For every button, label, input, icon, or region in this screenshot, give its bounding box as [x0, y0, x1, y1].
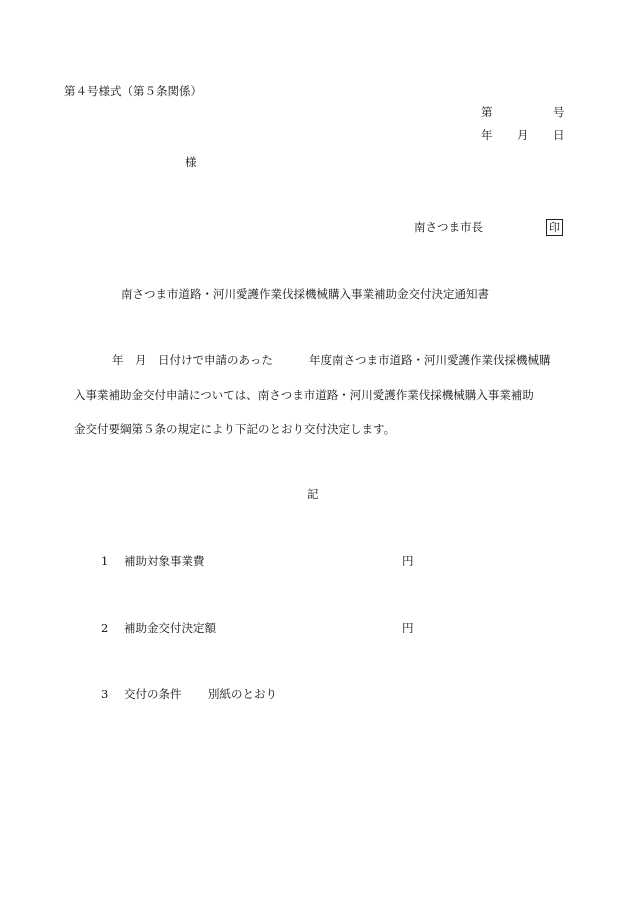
item-3-label: 交付の条件: [124, 687, 182, 701]
date-year: 年: [481, 128, 493, 142]
body-line-3: 金交付要綱第５条の規定により下記のとおり交付決定します。: [74, 422, 396, 436]
document-title: 南さつま市道路・河川愛護作業伐採機械購入事業補助金交付決定通知書: [121, 287, 489, 301]
seal-mark: 印: [546, 219, 563, 236]
ki-heading: 記: [307, 487, 319, 501]
item-2-label: 補助金交付決定額: [124, 621, 216, 635]
sender-name: 南さつま市長: [414, 220, 483, 234]
item-1-number: 1: [101, 554, 109, 568]
item-1-label: 補助対象事業費: [124, 554, 205, 568]
item-2-unit: 円: [402, 621, 414, 635]
item-2-number: 2: [101, 621, 109, 635]
item-3-value: 別紙のとおり: [208, 687, 277, 701]
date-day: 日: [553, 128, 565, 142]
date-month: 月: [517, 128, 529, 142]
addressee-suffix: 様: [185, 155, 197, 169]
body-line-1b: 年度南さつま市道路・河川愛護作業伐採機械購: [309, 353, 551, 367]
item-1-unit: 円: [402, 554, 414, 568]
body-line-1a: 年 月 日付けで申請のあった: [112, 353, 273, 367]
document-number-prefix: 第: [481, 105, 493, 119]
item-3-number: 3: [101, 687, 109, 701]
document-number-suffix: 号: [553, 105, 565, 119]
form-label: 第４号様式（第５条関係）: [64, 84, 202, 98]
body-line-2: 入事業補助金交付申請については、南さつま市道路・河川愛護作業伐採機械購入事業補助: [74, 388, 534, 402]
